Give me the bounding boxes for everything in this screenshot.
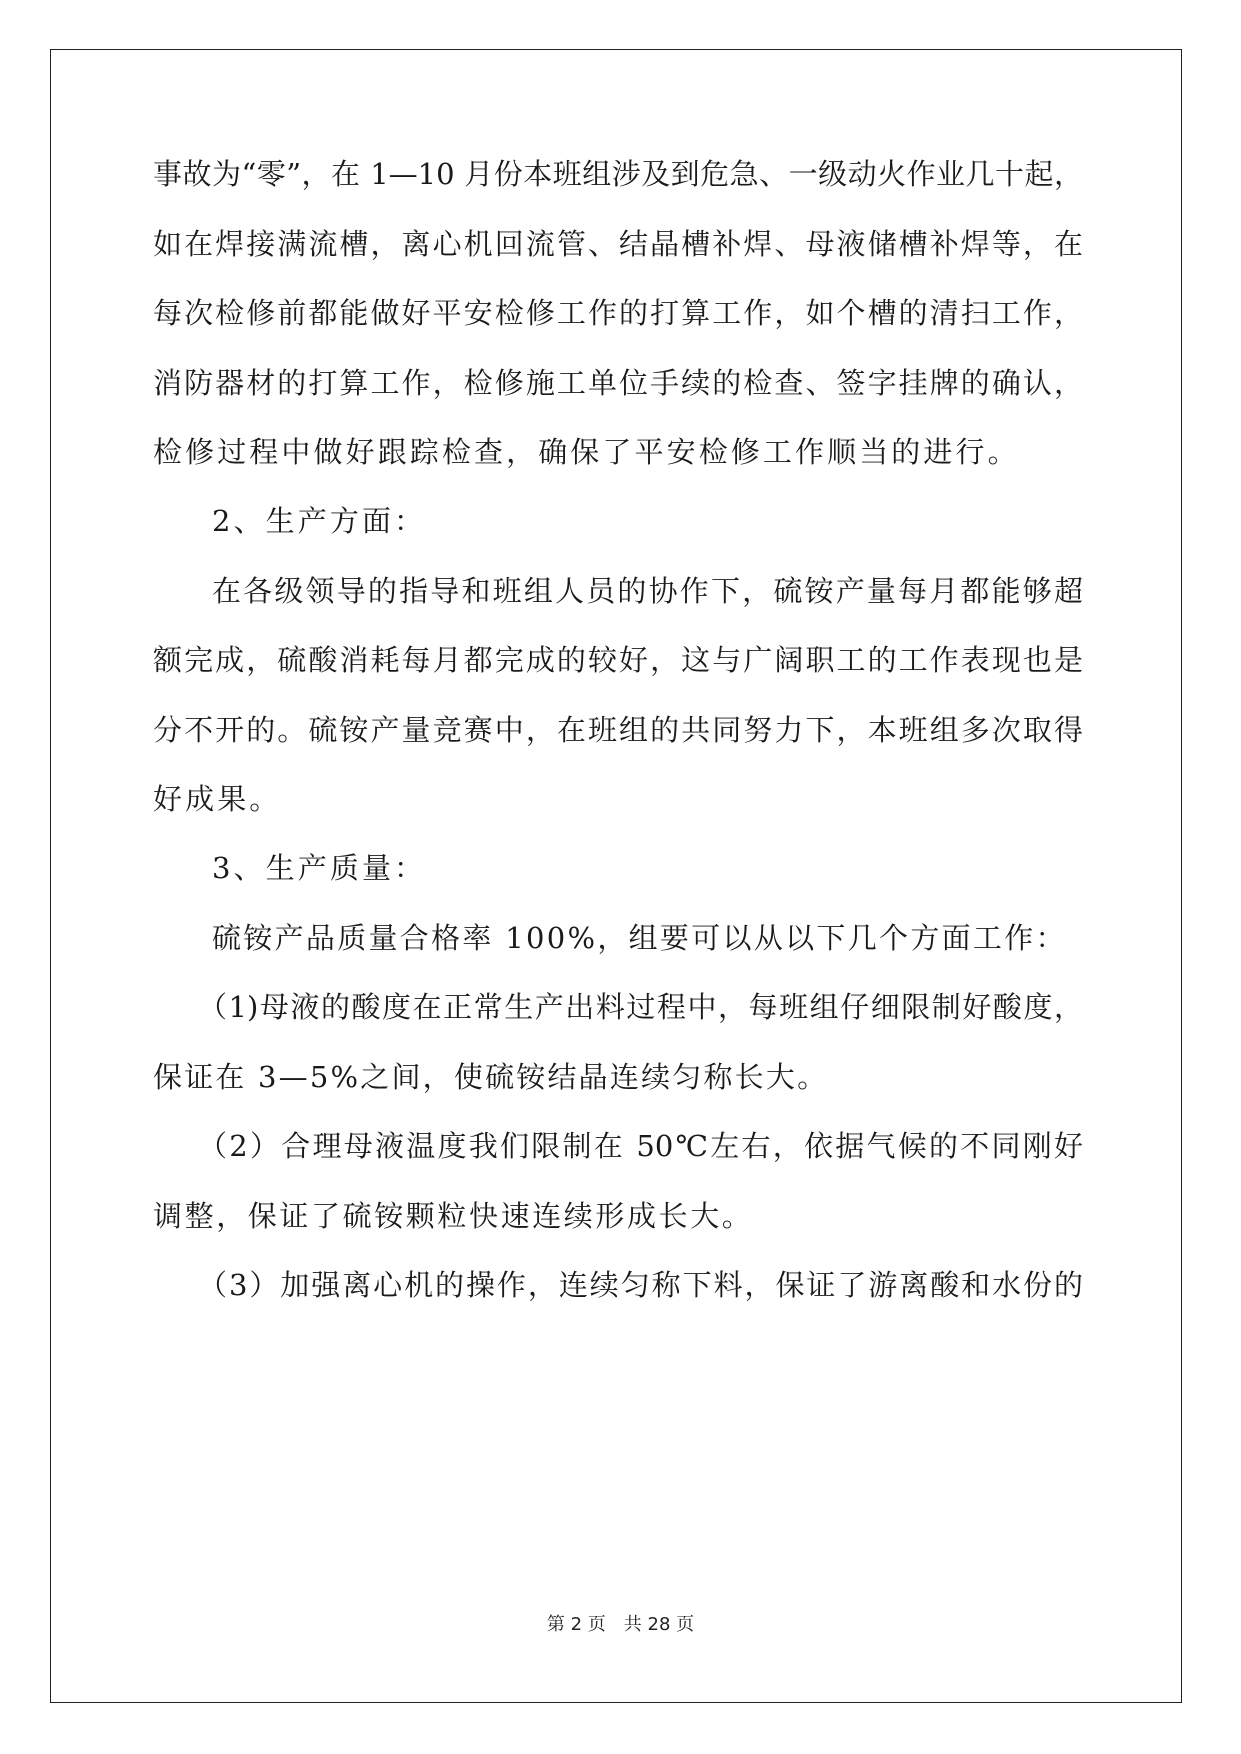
paragraph-line: 硫铵产品质量合格率 100%，组要可以从以下几个方面工作： <box>212 921 1067 955</box>
paragraph-line: 在各级领导的指导和班组人员的协作下，硫铵产量每月都能够超 <box>212 574 1083 608</box>
paragraph-line: （3）加强离心机的操作，连续匀称下料，保证了游离酸和水份的 <box>198 1268 1083 1302</box>
page-number: 第 2 页 <box>546 1614 606 1635</box>
paragraph-line: 每次检修前都能做好平安检修工作的打算工作，如个槽的清扫工作， <box>153 296 1083 330</box>
paragraph-line: 分不开的。硫铵产量竞赛中，在班组的共同努力下，本班组多次取得 <box>153 713 1083 747</box>
section-heading: 3、生产质量： <box>212 851 427 885</box>
paragraph-line: 如在焊接满流槽，离心机回流管、结晶槽补焊、母液储槽补焊等，在 <box>153 227 1083 261</box>
paragraph-line: 调整，保证了硫铵颗粒快速连续形成长大。 <box>153 1199 754 1233</box>
paragraph-line: 消防器材的打算工作，检修施工单位手续的检查、签字挂牌的确认， <box>153 366 1083 400</box>
paragraph-line: （2）合理母液温度我们限制在 50℃左右，依据气候的不同刚好 <box>198 1129 1083 1163</box>
paragraph-line: 额完成，硫酸消耗每月都完成的较好，这与广阔职工的工作表现也是 <box>153 643 1083 677</box>
page-footer <box>0 1613 1241 1637</box>
page-total: 共 28 页 <box>623 1614 695 1635</box>
paragraph-line: （1)母液的酸度在正常生产出料过程中，每班组仔细限制好酸度， <box>198 990 1083 1024</box>
paragraph-line: 检修过程中做好跟踪检查，确保了平安检修工作顺当的进行。 <box>153 435 1020 469</box>
section-heading: 2、生产方面： <box>212 504 427 538</box>
paragraph-line: 事故为“零”，在 1—10 月份本班组涉及到危急、一级动火作业几十起， <box>153 157 1083 191</box>
paragraph-line: 保证在 3—5%之间，使硫铵结晶连续匀称长大。 <box>153 1060 829 1094</box>
paragraph-line: 好成果。 <box>153 782 282 816</box>
